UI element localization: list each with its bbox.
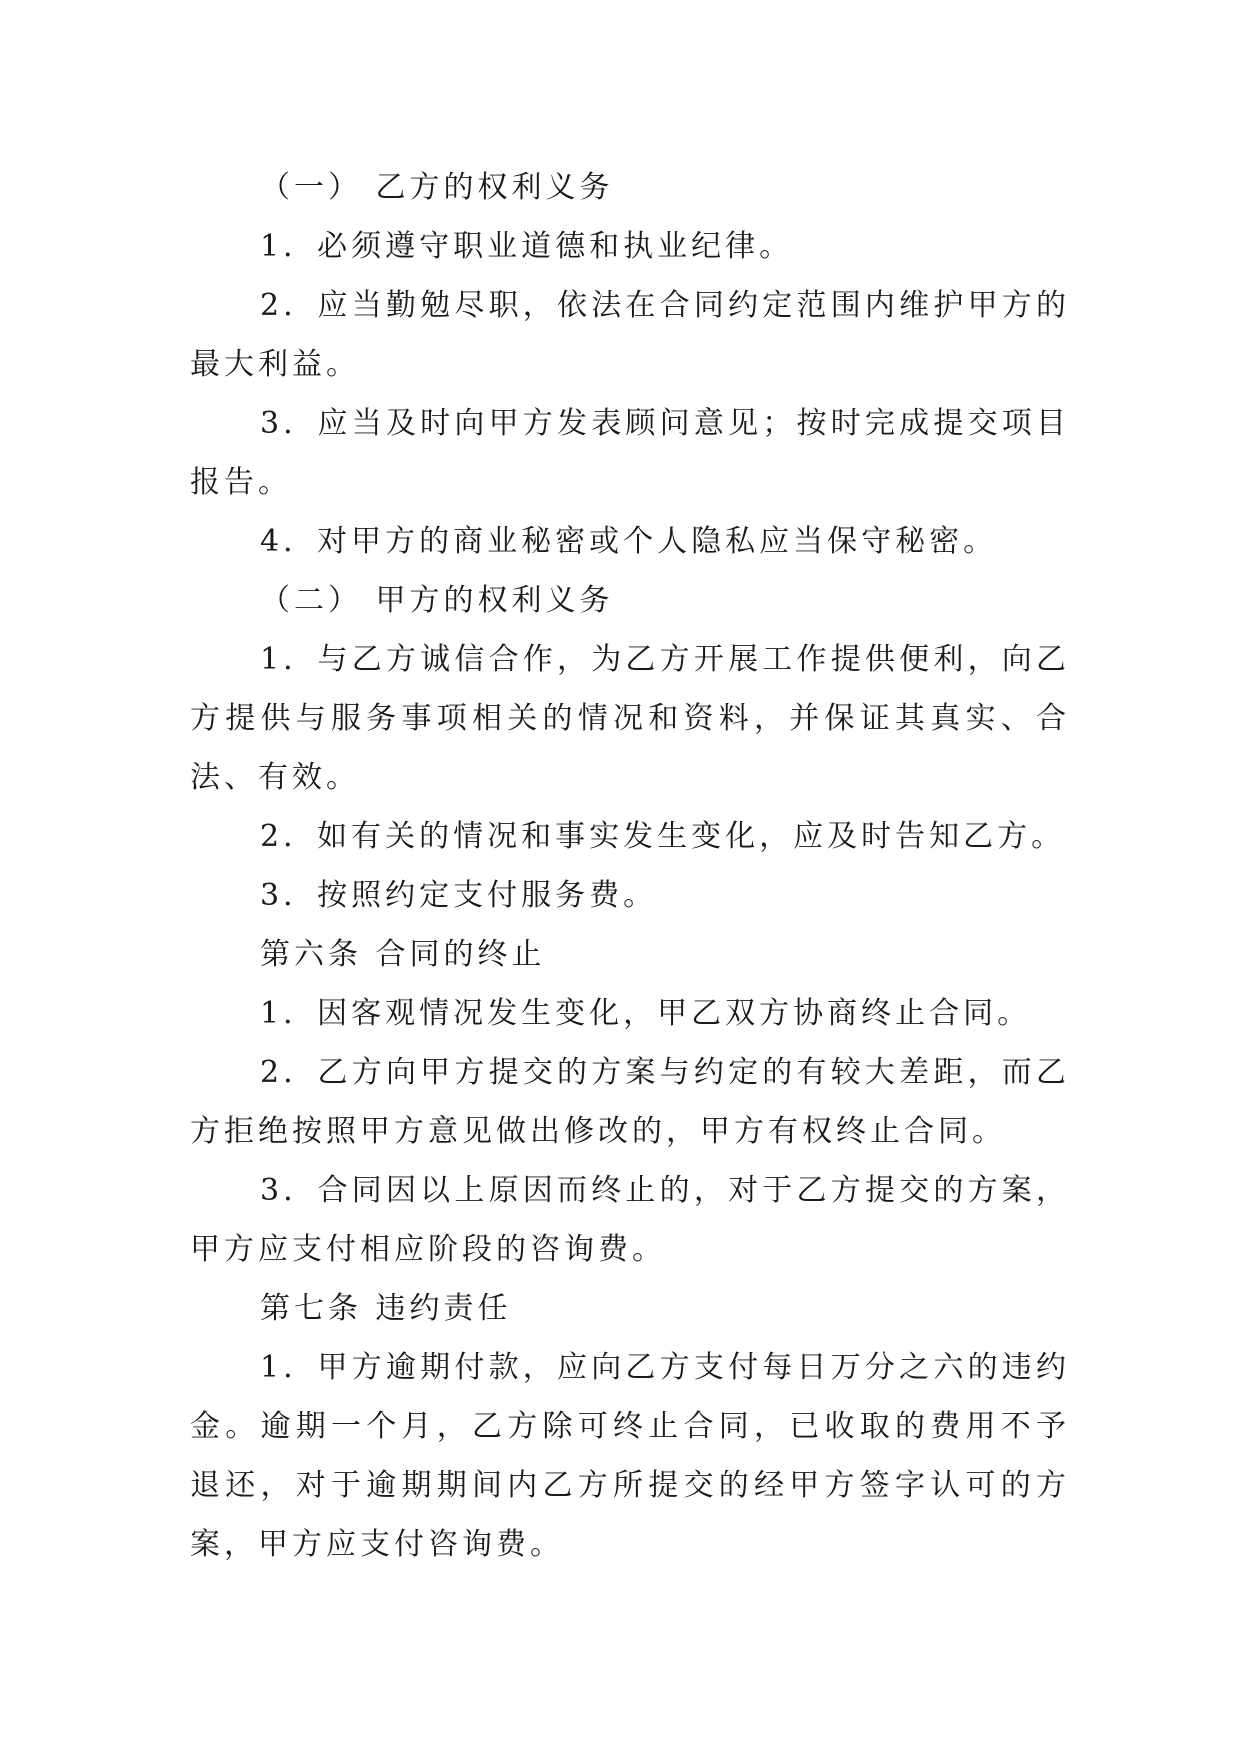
document-body <box>190 158 1070 1574</box>
paragraph: 1．因客观情况发生变化，甲乙双方协商终止合同。 <box>260 996 1032 1031</box>
paragraph: 1．必须遵守职业道德和执业纪律。 <box>260 229 794 264</box>
section-heading-party-a-rights: （二） 甲方的权利义务 <box>260 583 614 618</box>
paragraph: 2．乙方向甲方提交的方案与约定的有较大差距，而乙方拒绝按照甲方意见做出修改的，甲方有权终止合同。 <box>190 1055 1070 1149</box>
paragraph: 4．对甲方的商业秘密或个人隐私应当保守秘密。 <box>260 524 998 559</box>
section-heading-party-b-rights: （一） 乙方的权利义务 <box>260 170 614 205</box>
paragraph: 3．应当及时向甲方发表顾问意见；按时完成提交项目报告。 <box>190 406 1070 500</box>
paragraph: 1．甲方逾期付款，应向乙方支付每日万分之六的违约金。逾期一个月，乙方除可终止合同，已收取的费用不予退还，对于逾期期间内乙方所提交的经甲方签字认可的方案，甲方应支付咨询费。 <box>190 1350 1070 1562</box>
paragraph: 2．应当勤勉尽职，依法在合同约定范围内维护甲方的最大利益。 <box>190 288 1070 382</box>
article-heading-liability: 第七条 违约责任 <box>260 1291 512 1326</box>
paragraph: 3．按照约定支付服务费。 <box>260 878 658 913</box>
paragraph: 2．如有关的情况和事实发生变化，应及时告知乙方。 <box>260 819 1066 854</box>
article-heading-termination: 第六条 合同的终止 <box>260 937 546 972</box>
paragraph: 1．与乙方诚信合作，为乙方开展工作提供便利，向乙方提供与服务事项相关的情况和资料，并保证其真实、合法、有效。 <box>190 642 1070 795</box>
paragraph: 3．合同因以上原因而终止的，对于乙方提交的方案，甲方应支付相应阶段的咨询费。 <box>190 1173 1070 1267</box>
